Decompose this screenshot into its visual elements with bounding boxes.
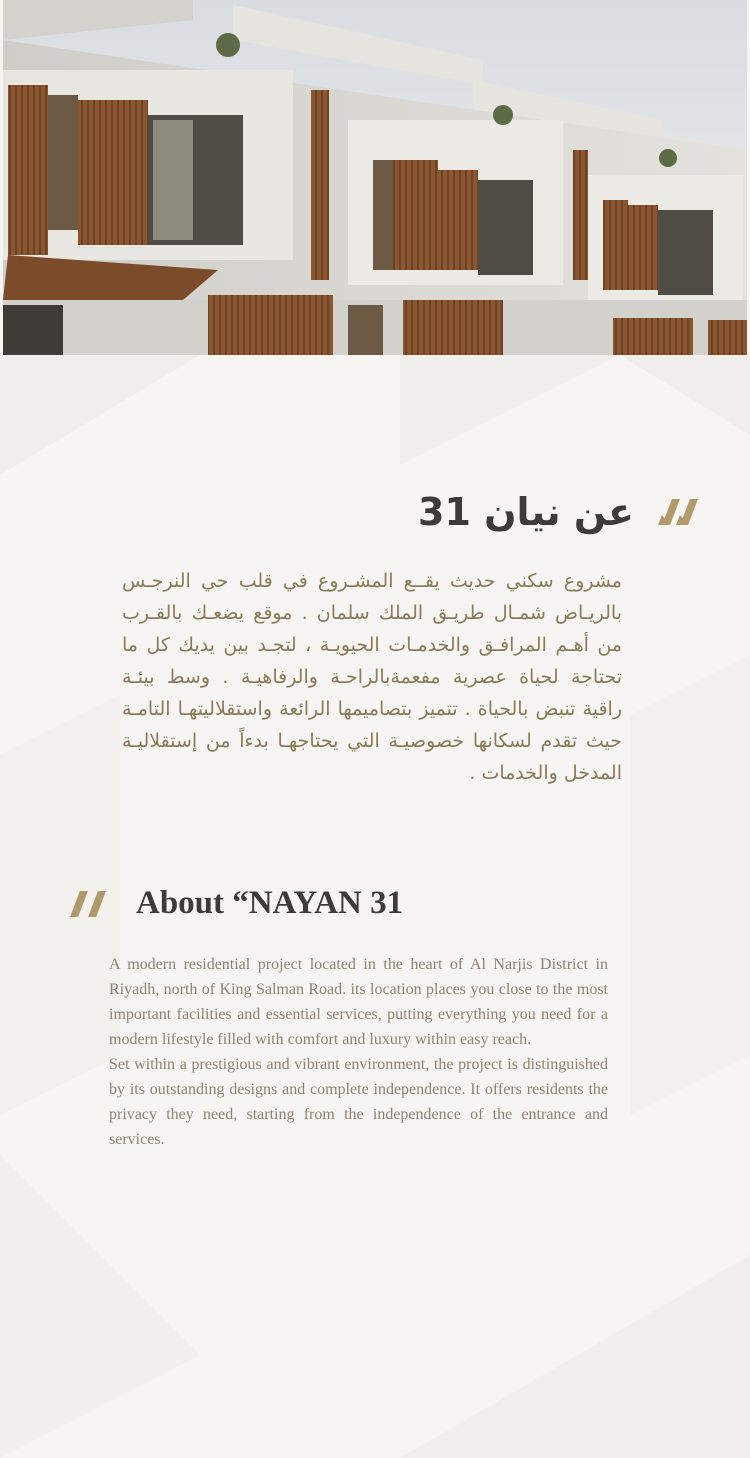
english-title: About “NAYAN 31	[136, 885, 404, 921]
english-heading	[66, 885, 403, 922]
arabic-heading	[418, 490, 702, 534]
english-description	[109, 952, 608, 1152]
arabic-description: مشروع سكني حديث يقــع المشـروع في قلب حي النرجـس بالريـاض شمـال طريـق الملك سلمان . موقع يضعـك بالقـرب من أهـم المرافـق والخدمـات الحيويـة ، لتجـد بين يديك كل ما تحتاجة لحياة عصرية مفعمةبالراحـة والرفاهيـة . وسط بيئـة راقية تنبض بالحياة . تتميز بتصاميمها الرائعة واستقلاليتهـا التامـة حيث تقدم لسكانها خصوصيـة التي يحتاجهـا بدءاً من إستقلاليـة المدخل والخدمات .	[122, 570, 622, 784]
arabic-title: عن نيان 31	[418, 490, 634, 534]
english-paragraph-1: A modern residential project located in the heart of Al Narjis District in Riyadh, north of King Salman Road. its location places you close to the most important facilities and essential services, putting everything you need for a modern lifestyle filled with comfort and luxury within easy reach.	[109, 956, 608, 1048]
building-illustration	[3, 0, 747, 355]
hero-image	[3, 0, 747, 355]
english-paragraph-2: Set within a prestigious and vibrant environment, the project is distinguished by its outstanding designs and complete independence. It offers residents the privacy they need, starting from the independence of the entrance and services.	[109, 1056, 608, 1148]
double-chevron-icon	[656, 497, 702, 527]
double-chevron-icon	[66, 889, 110, 919]
